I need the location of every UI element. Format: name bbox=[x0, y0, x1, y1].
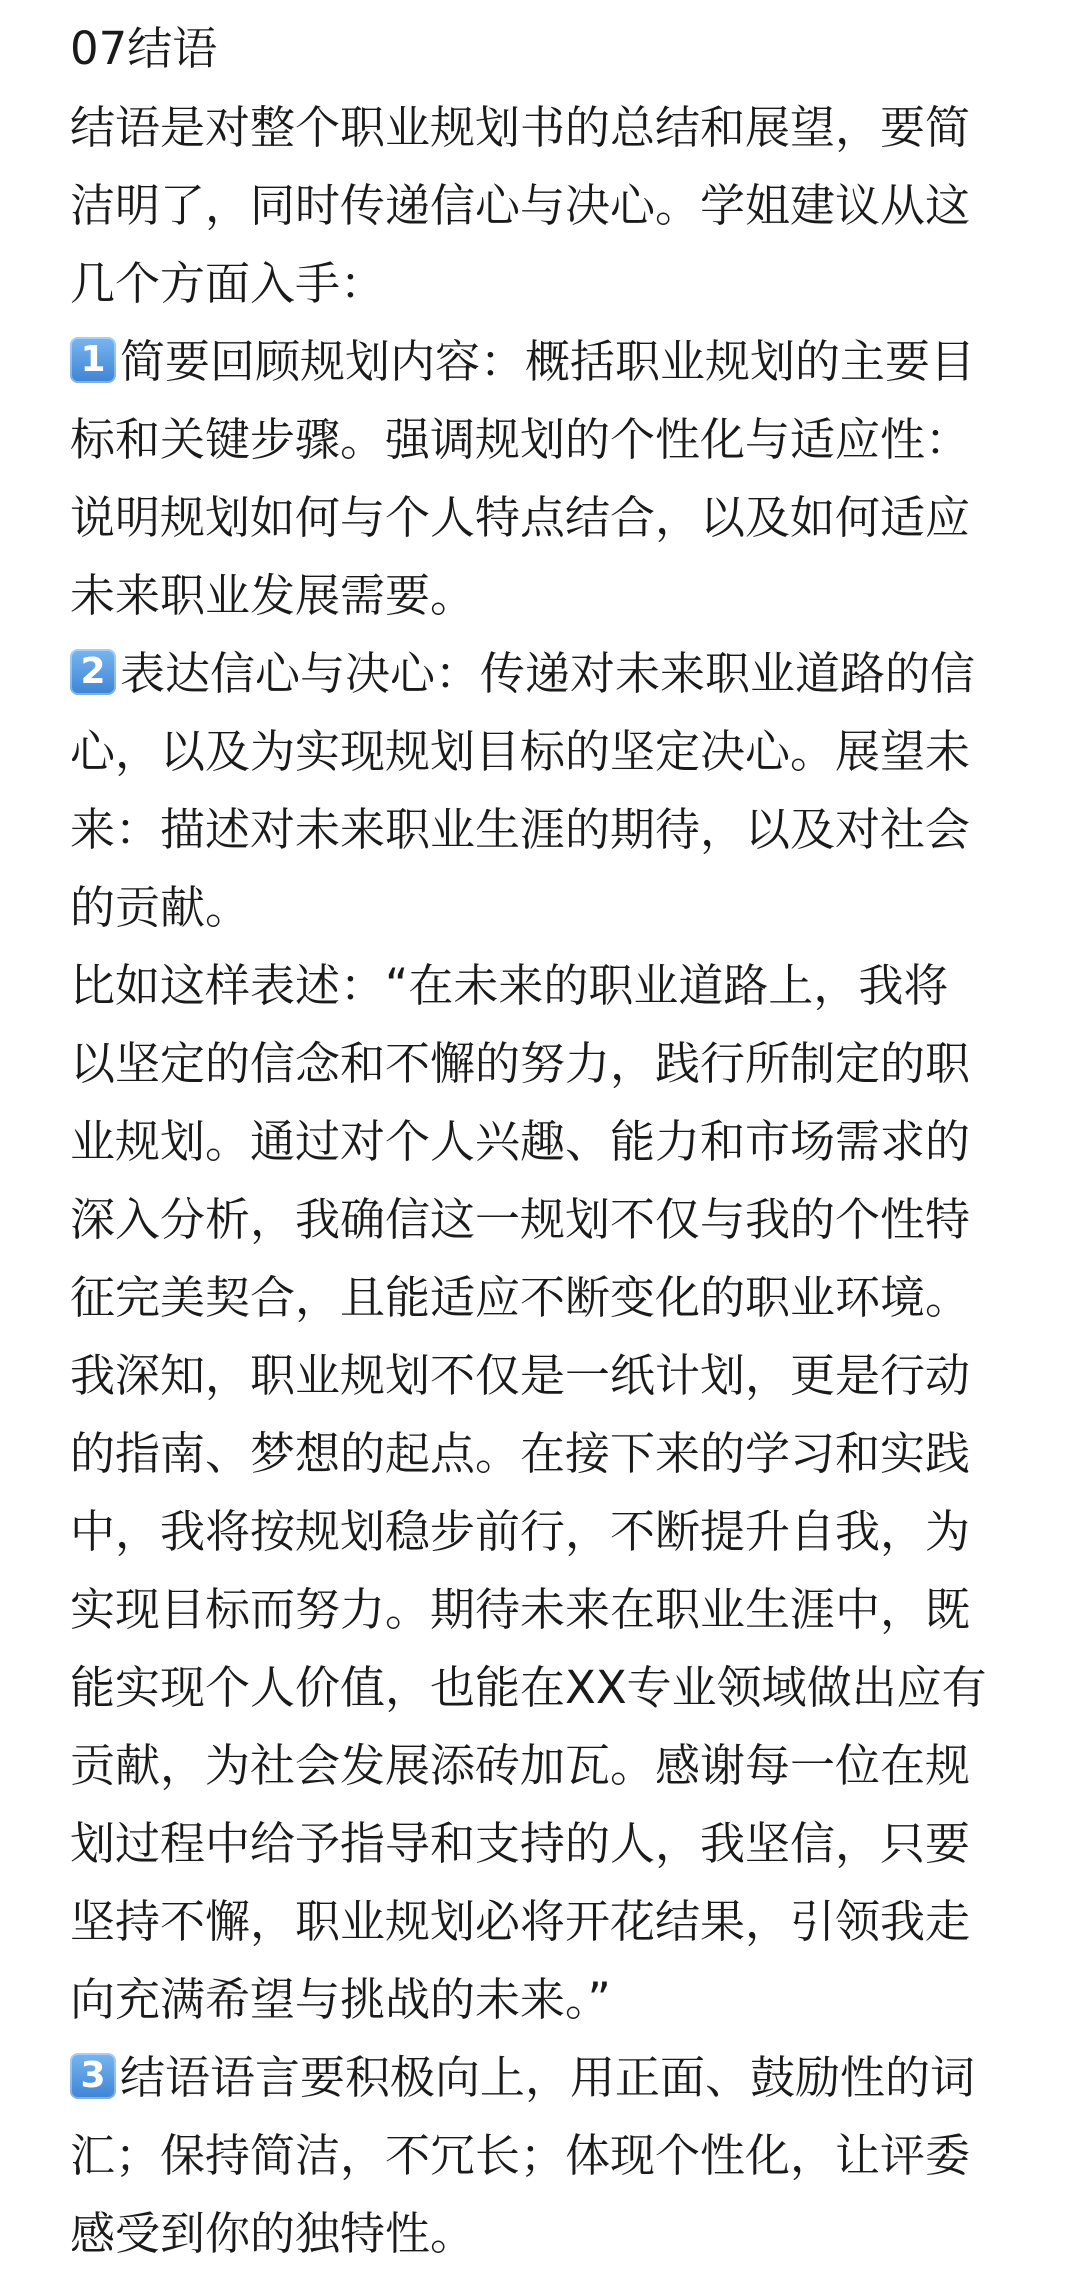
paragraph-line: 贡献，为社会发展添砖加瓦。感谢每一位在规 bbox=[70, 1739, 971, 1792]
list-item-text: 简要回顾规划内容：概括职业规划的主要目 bbox=[120, 335, 976, 388]
paragraph-line: 汇；保持简洁，不冗长；体现个性化，让评委 bbox=[70, 2129, 971, 2182]
list-item-2 bbox=[70, 635, 975, 713]
paragraph-line: 心，以及为实现规划目标的坚定决心。展望未 bbox=[70, 725, 971, 778]
list-item-text: 表达信心与决心：传递对未来职业道路的信 bbox=[120, 647, 976, 700]
paragraph-line: 征完美契合，且能适应不断变化的职业环境。 bbox=[70, 1271, 971, 1324]
paragraph-line: 中，我将按规划稳步前行，不断提升自我，为 bbox=[70, 1505, 971, 1558]
paragraph-line: 能实现个人价值，也能在XX专业领域做出应有 bbox=[70, 1661, 987, 1714]
paragraph-line: 划过程中给予指导和支持的人，我坚信，只要 bbox=[70, 1817, 971, 1870]
paragraph-line: 结语是对整个职业规划书的总结和展望，要简 bbox=[70, 101, 971, 154]
paragraph-line: 感受到你的独特性。 bbox=[70, 2207, 476, 2260]
paragraph-line: 比如这样表述：“在未来的职业道路上，我将 bbox=[70, 959, 949, 1012]
paragraph-line: 实现目标而努力。期待未来在职业生涯中，既 bbox=[70, 1583, 971, 1636]
paragraph-line: 向充满希望与挑战的未来。” bbox=[70, 1973, 611, 2026]
paragraph-line: 以坚定的信念和不懈的努力，践行所制定的职 bbox=[70, 1037, 971, 1090]
list-item-text: 结语语言要积极向上，用正面、鼓励性的词 bbox=[120, 2051, 976, 2104]
paragraph-line: 业规划。通过对个人兴趣、能力和市场需求的 bbox=[70, 1115, 971, 1168]
number-1-badge-icon: 1 bbox=[70, 337, 116, 383]
paragraph-line: 来：描述对未来职业生涯的期待，以及对社会 bbox=[70, 803, 971, 856]
number-3-badge-icon: 3 bbox=[70, 2053, 116, 2099]
paragraph-line: 坚持不懈，职业规划必将开花结果，引领我走 bbox=[70, 1895, 971, 1948]
paragraph-line: 标和关键步骤。强调规划的个性化与适应性： bbox=[70, 413, 971, 466]
list-item-1 bbox=[70, 323, 975, 401]
paragraph-line: 的贡献。 bbox=[70, 881, 251, 934]
paragraph-line: 我深知，职业规划不仅是一纸计划，更是行动 bbox=[70, 1349, 971, 1402]
paragraph-line: 深入分析，我确信这一规划不仅与我的个性特 bbox=[70, 1193, 971, 1246]
paragraph-line: 未来职业发展需要。 bbox=[70, 569, 476, 622]
paragraph-line: 说明规划如何与个人特点结合，以及如何适应 bbox=[70, 491, 971, 544]
paragraph-line: 几个方面入手： bbox=[70, 257, 386, 310]
paragraph-line: 的指南、梦想的起点。在接下来的学习和实践 bbox=[70, 1427, 971, 1480]
section-title: 07结语 bbox=[70, 22, 218, 75]
paragraph-line: 洁明了，同时传递信心与决心。学姐建议从这 bbox=[70, 179, 971, 232]
number-2-badge-icon: 2 bbox=[70, 649, 116, 695]
list-item-3 bbox=[70, 2039, 975, 2117]
